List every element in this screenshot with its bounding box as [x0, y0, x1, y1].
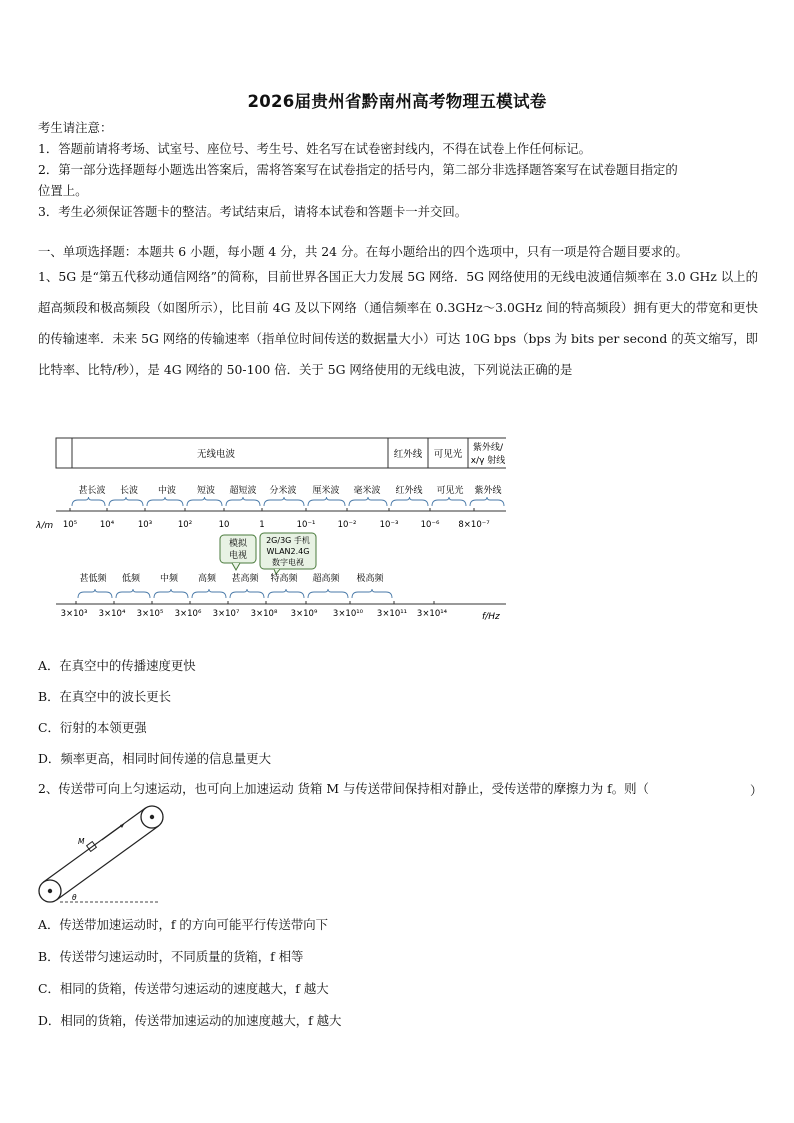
- wave-name-label: 厘米波: [312, 486, 340, 496]
- freq-brace: [352, 589, 392, 598]
- wave-name-label: 短波: [196, 486, 216, 496]
- wave-name-label: 分米波: [269, 486, 297, 496]
- notice-item-2: 2．第一部分选择题每小题选出答案后，需将答案写在试卷指定的括号内，第二部分非选择题答案写在试卷题目指定的: [38, 162, 678, 177]
- lambda-tick-label: 10³: [137, 520, 153, 530]
- q2-option-b[interactable]: B．传送带匀速运动时，不同质量的货箱，f 相等: [38, 949, 304, 964]
- wave-brace: [349, 497, 387, 506]
- wave-brace: [187, 497, 222, 506]
- wave-name-label: 可见光: [436, 486, 464, 496]
- callout-mobile-2: WLAN2.4G: [266, 547, 310, 556]
- q1-option-d[interactable]: D．频率更高，相同时间传递的信息量更大: [38, 751, 271, 766]
- callout-mobile-3: 数字电视: [272, 558, 304, 567]
- freq-brace: [154, 589, 188, 598]
- freq-tick-label: 3×10⁹: [290, 609, 318, 619]
- band-uv: 紫外线/: [472, 443, 504, 453]
- freq-tick-label: 3×10¹⁰: [332, 609, 364, 619]
- wave-name-label: 超短波: [229, 486, 257, 496]
- freq-axis-label: f/Hz: [482, 612, 500, 622]
- q2-option-c[interactable]: C．相同的货箱，传送带匀速运动的速度越大，f 越大: [38, 981, 329, 996]
- wave-name-label: 中波: [157, 486, 177, 496]
- em-spectrum-figure: [36, 436, 506, 626]
- freq-name-label: 极高频: [356, 574, 384, 584]
- freq-brace: [230, 589, 264, 598]
- lambda-axis-label: λ/m: [36, 521, 54, 531]
- wave-brace: [432, 497, 466, 506]
- freq-name-label: 特高频: [270, 574, 298, 584]
- lambda-tick-label: 10⁴: [99, 520, 115, 530]
- lambda-tick-label: 10²: [177, 520, 193, 530]
- notice-heading: 考生请注意：: [38, 120, 113, 135]
- freq-tick-label: 3×10⁷: [212, 609, 240, 619]
- callout-analog-tv-1: 模拟: [228, 539, 248, 549]
- wave-brace: [391, 497, 428, 506]
- conveyor-belt-figure: [36, 803, 166, 908]
- q2-option-d[interactable]: D．相同的货箱，传送带加速运动的加速度越大，f 越大: [38, 1013, 342, 1028]
- notice-item-1: 1．答题前请将考场、试室号、座位号、考生号、姓名写在试卷密封线内，不得在试卷上作任何标记。: [38, 141, 592, 156]
- section-heading: 一、单项选择题：本题共 6 小题，每小题 4 分，共 24 分。在每小题给出的四个选项中，只有一项是符合题目要求的。: [38, 244, 688, 259]
- freq-name-label: 甚高频: [231, 574, 259, 584]
- band-visible: 可见光: [433, 449, 463, 460]
- wave-brace: [72, 497, 105, 506]
- wave-brace: [147, 497, 183, 506]
- freq-tick-label: 3×10⁴: [98, 609, 126, 619]
- wave-brace: [308, 497, 345, 506]
- q1-option-b[interactable]: B．在真空中的波长更长: [38, 689, 172, 704]
- band-infrared: 红外线: [393, 449, 423, 460]
- wave-brace: [264, 497, 304, 506]
- lambda-tick-label: 10⁻³: [379, 520, 399, 530]
- lambda-tick-label: 1: [259, 520, 265, 530]
- lambda-tick-label: 10⁵: [62, 520, 78, 530]
- band-xray: x/γ 射线: [470, 456, 506, 466]
- callout-mobile-1: 2G/3G 手机: [266, 536, 310, 545]
- freq-brace: [78, 589, 112, 598]
- freq-name-label: 超高频: [312, 574, 340, 584]
- wave-brace: [226, 497, 260, 506]
- lambda-tick-label: 10: [218, 520, 230, 530]
- notice-item-3: 3．考生必须保证答题卡的整洁。考试结束后，请将本试卷和答题卡一并交回。: [38, 204, 468, 219]
- page-title: 2026届贵州省黔南州高考物理五模试卷: [247, 92, 547, 111]
- freq-tick-label: 3×10³: [60, 609, 88, 619]
- wave-brace: [470, 497, 504, 506]
- wave-brace: [109, 497, 143, 506]
- q2-option-a[interactable]: A．传送带加速运动时，f 的方向可能平行传送带向下: [38, 917, 329, 932]
- lambda-tick-label: 10⁻¹: [296, 520, 316, 530]
- freq-brace: [268, 589, 304, 598]
- lambda-tick-label: 10⁻⁶: [420, 520, 440, 530]
- freq-name-label: 低频: [121, 574, 141, 584]
- answer-paren-close: ）: [750, 783, 763, 798]
- lambda-tick-label: 8×10⁻⁷: [458, 520, 490, 530]
- freq-brace: [308, 589, 348, 598]
- wave-name-label: 毫米波: [353, 486, 381, 496]
- freq-name-label: 甚低频: [79, 574, 107, 584]
- freq-name-label: 高频: [197, 574, 217, 584]
- question-2-stem: 2、传送带可向上匀速运动，也可向上加速运动 货箱 M 与传送带间保持相对静止，受传送带的摩擦力为 f。则（: [38, 781, 649, 796]
- freq-tick-label: 3×10⁸: [250, 609, 278, 619]
- freq-brace: [116, 589, 150, 598]
- mass-label: M: [78, 837, 85, 846]
- wave-name-label: 甚长波: [78, 486, 106, 496]
- angle-label: θ: [72, 893, 77, 902]
- freq-tick-label: 3×10⁵: [136, 609, 164, 619]
- freq-tick-label: 3×10¹¹: [376, 609, 408, 619]
- freq-brace: [192, 589, 226, 598]
- lambda-tick-label: 10⁻²: [337, 520, 357, 530]
- freq-name-label: 中频: [159, 574, 179, 584]
- callout-analog-tv-2: 电视: [228, 551, 248, 561]
- wave-name-label: 红外线: [395, 486, 423, 496]
- question-1-stem: 1、5G 是“第五代移动通信网络”的简称，目前世界各国正大力发展 5G 网络．5G 网络使用的无线电波通信频率在 3.0 GHz 以上的超高频段和极高频段（如图所示），比目前 4G 及以下网络（通信频率在 0.3GHz～3.0GHz 间的特高频段）拥有更大的带宽和更快的传输速率．未来 5G 网络的传输速率（指单位时间传送的数据量大小）可达 10G bps（bps 为 bits per second 的英文缩写，即比特率、比特/秒），是 4G 网络的 50-100 倍．关于 5G 网络使用的无线电波，下列说法正确的是: [38, 269, 758, 377]
- q1-option-c[interactable]: C．衍射的本领更强: [38, 720, 147, 735]
- notice-item-2-cont: 位置上。: [38, 183, 88, 198]
- wave-name-label: 紫外线: [474, 486, 502, 496]
- freq-tick-label: 3×10¹⁴: [416, 609, 448, 619]
- q1-option-a[interactable]: A．在真空中的传播速度更快: [38, 658, 196, 673]
- band-radio: 无线电波: [196, 449, 236, 460]
- wave-name-label: 长波: [119, 486, 139, 496]
- freq-tick-label: 3×10⁶: [174, 609, 202, 619]
